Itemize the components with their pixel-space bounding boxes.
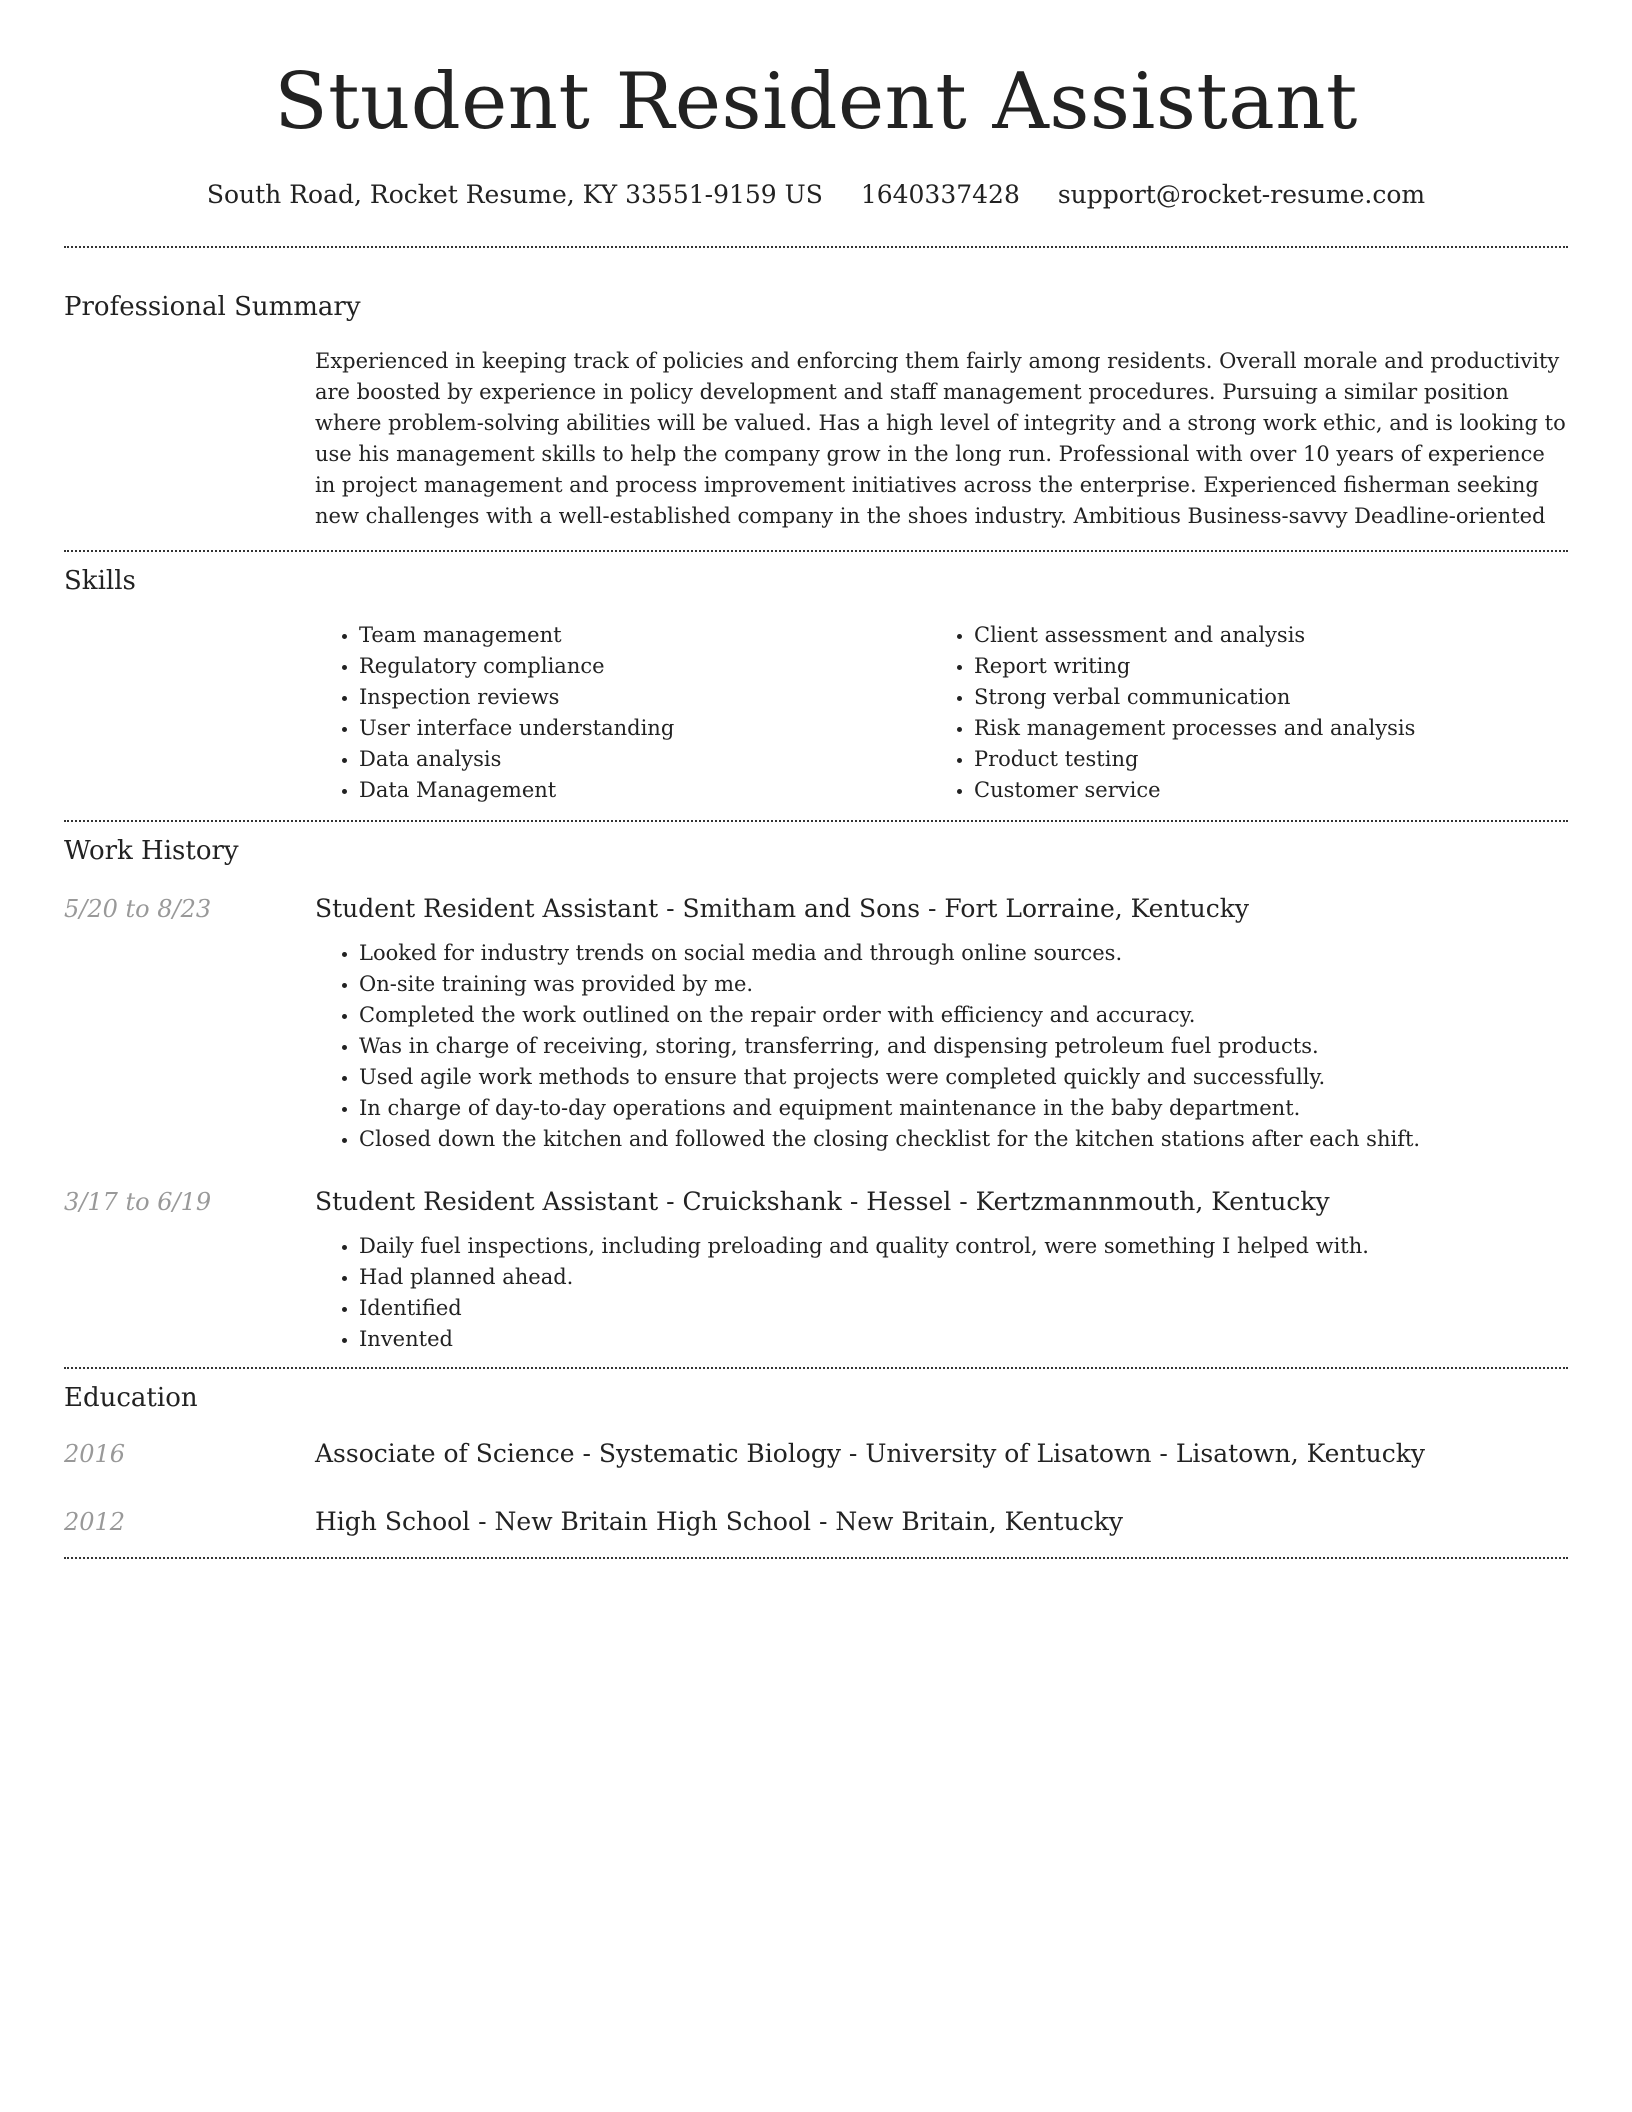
summary-text: Experienced in keeping track of policies and enforcing them fairly among residents. Overall morale and productivity are boosted by experience in policy development and staff management procedures. Pursuing a similar position where problem-solving abilities will be valued. Has a high level of integrity and a strong work ethic, and is looking to use his management skills to help the company grow in the long run. Professional with over 10 years of experience in project management and process improvement initiatives across the enterprise. Experienced fisherman seeking new challenges with a well-established company in the shoes industry. Ambitious Business-savvy Deadline-oriented <box>315 349 1566 528</box>
skills-heading: Skills <box>64 566 136 596</box>
summary-heading: Professional Summary <box>64 292 361 322</box>
education-heading: Education <box>64 1383 198 1413</box>
job-entry <box>64 1185 1568 1355</box>
job-bullet: • Invented <box>359 1324 1568 1355</box>
education-details: Systematic Biology - University of Lisatown - Lisatown, Kentucky <box>598 1439 1425 1468</box>
job-bullet: • Identified <box>359 1293 1568 1324</box>
job-entry <box>64 892 1568 1155</box>
section-divider <box>64 1367 1568 1369</box>
section-divider <box>64 1557 1568 1559</box>
education-line <box>315 1505 1568 1539</box>
skills-column-left <box>315 620 930 806</box>
candidate-name: Student Resident Assistant <box>274 57 1358 147</box>
skill-item: • Report writing <box>974 651 1545 682</box>
skills-grid <box>315 620 1568 806</box>
job-dates: 5/20 to 8/23 <box>64 895 212 923</box>
skill-item: • Client assessment and analysis <box>974 620 1545 651</box>
skills-column-right <box>930 620 1545 806</box>
education-year: 2012 <box>64 1508 126 1536</box>
separator: - <box>658 1187 683 1216</box>
skill-item: • Customer service <box>974 775 1545 806</box>
job-title-line <box>315 1185 1568 1219</box>
job-title: Student Resident Assistant <box>315 1187 659 1216</box>
job-body <box>315 892 1568 1155</box>
education-degree: Associate of Science <box>315 1439 575 1468</box>
education-year: 2016 <box>64 1440 126 1468</box>
education-details: New Britain High School - New Britain, Kentucky <box>494 1507 1123 1536</box>
job-bullet: • Daily fuel inspections, including preloading and quality control, were something I helped with. <box>359 1231 1568 1262</box>
separator: - <box>470 1507 495 1536</box>
resume-page <box>64 0 1568 1559</box>
job-title: Student Resident Assistant <box>315 894 659 923</box>
skill-item: • Risk management processes and analysis <box>974 713 1545 744</box>
skill-item: • User interface understanding <box>359 713 930 744</box>
contact-line <box>64 178 1568 212</box>
job-employer: Smitham and Sons - Fort Lorraine, Kentucky <box>682 894 1249 923</box>
skill-item: • Regulatory compliance <box>359 651 930 682</box>
section-divider <box>64 550 1568 552</box>
job-bullet: • Looked for industry trends on social media and through online sources. <box>359 938 1568 969</box>
job-bullet: • In charge of day-to-day operations and equipment maintenance in the baby department. <box>359 1093 1568 1124</box>
education-line <box>315 1437 1568 1471</box>
job-bullets <box>315 1231 1568 1355</box>
section-divider <box>64 246 1568 248</box>
job-bullet: • Was in charge of receiving, storing, transferring, and dispensing petroleum fuel products. <box>359 1031 1568 1062</box>
education-entry <box>64 1437 1568 1471</box>
job-body <box>315 1185 1568 1355</box>
separator: - <box>574 1439 599 1468</box>
education-body <box>315 1437 1568 1471</box>
job-bullet: • Had planned ahead. <box>359 1262 1568 1293</box>
skill-item: • Product testing <box>974 744 1545 775</box>
job-bullets <box>315 938 1568 1155</box>
job-title-line <box>315 892 1568 926</box>
job-bullet: • On-site training was provided by me. <box>359 969 1568 1000</box>
skill-item: • Data analysis <box>359 744 930 775</box>
contact-phone: 1640337428 <box>860 180 1020 209</box>
skill-item: • Data Management <box>359 775 930 806</box>
job-bullet: • Completed the work outlined on the repair order with efficiency and accuracy. <box>359 1000 1568 1031</box>
skill-item: • Team management <box>359 620 930 651</box>
contact-address: South Road, Rocket Resume, KY 33551-9159 US <box>206 180 823 209</box>
contact-email: support@rocket-resume.com <box>1057 180 1426 209</box>
skill-item: • Inspection reviews <box>359 682 930 713</box>
education-degree: High School <box>315 1507 471 1536</box>
job-dates: 3/17 to 6/19 <box>64 1188 212 1216</box>
education-body <box>315 1505 1568 1539</box>
section-divider <box>64 820 1568 822</box>
education-entry <box>64 1505 1568 1539</box>
job-employer: Cruickshank - Hessel - Kertzmannmouth, Kentucky <box>682 1187 1330 1216</box>
separator: - <box>658 894 683 923</box>
work-history-heading: Work History <box>64 836 239 866</box>
skill-item: • Strong verbal communication <box>974 682 1545 713</box>
job-bullet: • Closed down the kitchen and followed the closing checklist for the kitchen stations after each shift. <box>359 1124 1568 1155</box>
job-bullet: • Used agile work methods to ensure that projects were completed quickly and successfully. <box>359 1062 1568 1093</box>
